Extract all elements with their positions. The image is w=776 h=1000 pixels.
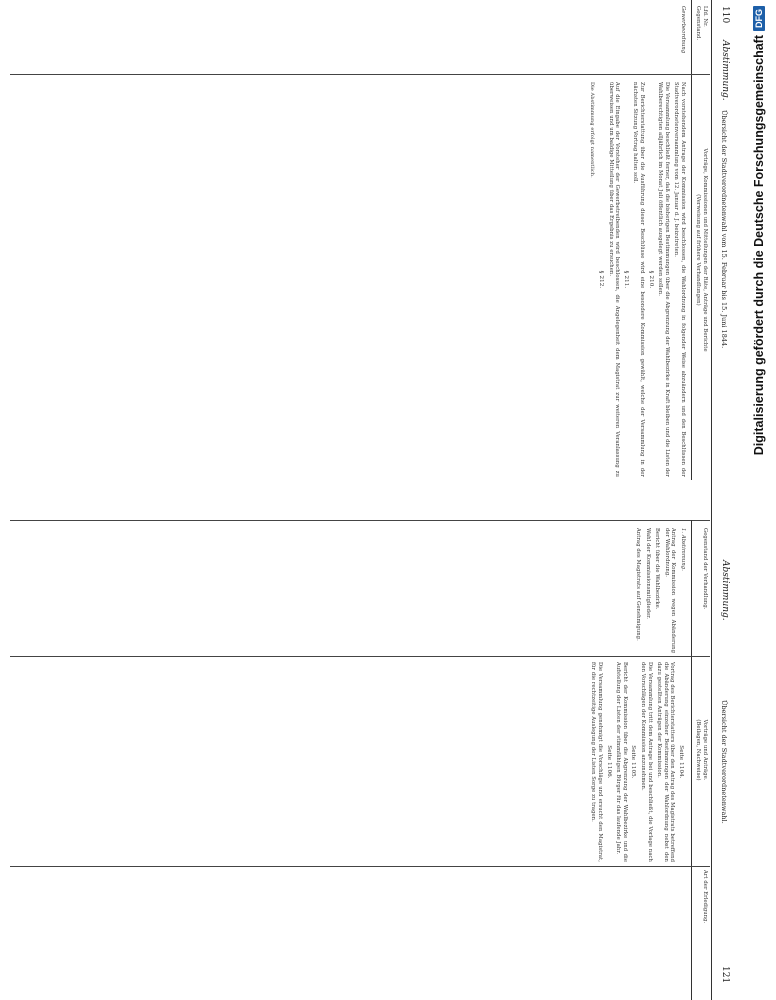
column-heading-number: Lfd. Nr. <box>702 6 708 27</box>
right-side-item: Bericht über die Wahlbezirke. <box>654 528 661 610</box>
left-paragraph: Die Versammlung beschließt ferner, daß die bisherigen Bestimmungen über die Abgrenzung der Wahlbezirke in Kraft bleiben und die Listen der Wahlberechtigten alljährlich im Monat Juli öffentlich ausgelegt werden sollen. <box>657 82 670 477</box>
column-heading-motions: Vorträge, Kommissionen und Mitteilungen der Räte, Anträge und Berichte <box>702 148 708 352</box>
right-side-label: 1. Abstimmung. <box>680 528 686 571</box>
left-paragraph: Auf die Eingabe der Vorsteher der Gewerbetreibenden wird beschlossen, die Angelegenheit dem Magistrat zur weiteren Veranlassung zu überweisen und um baldige Mitteilung über das Ergebnis zu ersuchen. <box>607 82 621 477</box>
section-mark: § 210. <box>647 270 654 289</box>
right-paragraph: Vortrag des Berichterstatters über den Antrag des Magistrats betreffend die Abänderung einzelner Bestimmungen der Wahlordnung nebst den dazu gestellten Anträgen der Kommission. <box>656 662 676 862</box>
section-mark: § 212. <box>598 270 605 289</box>
watermark-text-line <box>742 0 776 1000</box>
right-column-divider-2 <box>10 866 710 867</box>
running-header <box>710 0 730 1000</box>
left-footnote: Die Abstimmung erfolgt namentlich. <box>589 82 596 178</box>
right-side-column <box>631 528 686 653</box>
right-column-divider <box>10 656 710 657</box>
watermark-text: Digitalisierung gefördert durch die Deutsche Forschungsgemeinschaft <box>752 35 766 456</box>
right-paragraph: Die Versammlung tritt dem Antrage bei und beschließt, die Vorlage nach den Vorschlägen der Kommission anzunehmen. <box>640 662 653 862</box>
right-paragraph: Bericht der Kommission über die Abgrenzung der Wahlbezirke und die Aufstellung der Listen der stimmfähigen Bürger für das laufende Jahr. <box>615 662 628 862</box>
left-side-label: Gewerbeordnung <box>680 6 686 54</box>
header-rule <box>711 0 712 1000</box>
right-running-title: Abstimmung. <box>720 560 730 621</box>
right-side-item: Wahl der Kommissionsmitglieder. <box>644 528 651 620</box>
right-col-resolution-heading: Art der Erledigung. <box>702 870 708 924</box>
section-mark: § 211. <box>622 270 629 289</box>
left-text-block <box>586 82 686 477</box>
right-page-number: 121 <box>720 966 730 984</box>
left-column-divider <box>10 74 710 75</box>
column-heading-subject: Gegenstand. <box>695 6 702 41</box>
dfg-watermark <box>742 0 776 1000</box>
left-page-number: 110 <box>720 6 730 24</box>
left-col-number-heading <box>695 6 708 76</box>
left-running-title: Abstimmung. <box>720 40 730 101</box>
left-col-motions-heading <box>695 80 708 420</box>
right-col-subject-heading: Gegenstand der Verhandlung. <box>702 528 708 610</box>
right-side-item: Antrag der Kommission wegen Abänderung der Wahlordnung. <box>663 528 677 653</box>
column-heading-notes: (Beilagen, Nachweise) <box>695 719 702 781</box>
right-text-block <box>587 662 686 862</box>
right-heading-rule <box>691 520 692 1000</box>
right-paragraph: Die Versammlung genehmigt die Vorschläge und ersucht den Magistrat, für die rechtzeitige Auslegung der Listen Sorge zu tragen. <box>590 662 604 862</box>
column-heading-notes: (Verweisung auf frühere Verhandlungen) <box>695 194 702 306</box>
dfg-logo-icon: DFG <box>753 6 765 31</box>
date-mark: Seite 1106. <box>605 745 612 779</box>
left-paragraph: Nach vorstehendem Antrage der Kommission wird beschlossen, die Wahlordnung in folgender Weise abzuändern und den Beschlüssen der Stadtverordnetenversammlung vom 12. Januar d. J. beizutreten. <box>673 82 686 477</box>
left-paragraph: Zur Berichterstattung über die Ausführung dieser Beschlüsse wird eine besondere Kommission gewählt, welche der Versammlung in der nächsten Sitzung Vortrag halten soll. <box>632 82 646 477</box>
date-mark: Seite 1105. <box>630 745 637 779</box>
right-col-motions-heading <box>695 660 708 840</box>
page-gutter-divider <box>10 520 710 521</box>
left-heading-rule <box>691 0 692 480</box>
date-mark: Seite 1104. <box>678 745 684 779</box>
column-heading-motions: Vorträge und Anträge. <box>702 719 708 781</box>
left-center-title: Übersicht der Stadtverordnetenwahl vom 15. Februar bis 15. Juni 1844. <box>720 110 728 349</box>
right-center-title: Übersicht der Stadtverordnetenwahl. <box>720 700 728 824</box>
right-side-item: Antrag des Magistrats auf Genehmigung. <box>635 528 642 641</box>
